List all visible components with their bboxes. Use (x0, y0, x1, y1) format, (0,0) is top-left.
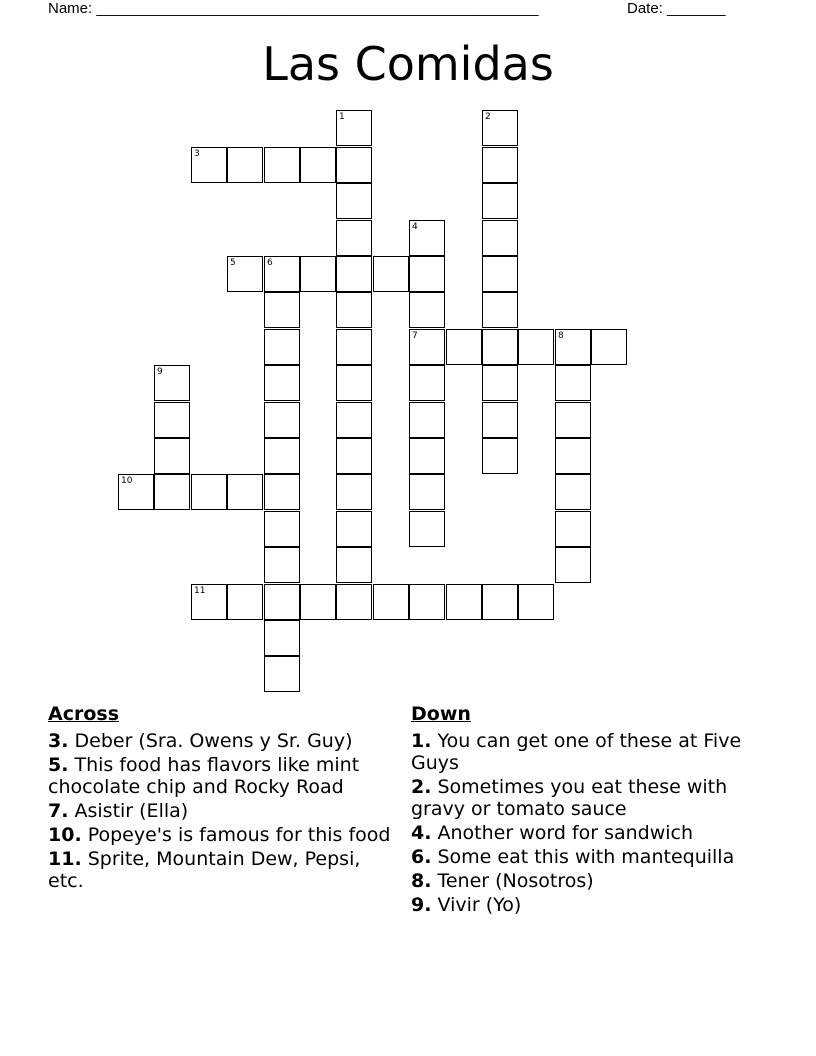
crossword-cell[interactable] (264, 438, 300, 474)
crossword-cell[interactable] (336, 292, 372, 328)
crossword-cell[interactable] (154, 365, 190, 401)
clue-item-number: 1. (411, 730, 432, 752)
crossword-cell[interactable] (300, 256, 336, 292)
crossword-cell[interactable] (191, 584, 227, 620)
crossword-cell[interactable] (264, 474, 300, 510)
crossword-cell[interactable] (227, 584, 263, 620)
clue-number: 6 (267, 258, 273, 268)
crossword-cell[interactable] (191, 147, 227, 183)
crossword-cell[interactable] (336, 329, 372, 365)
clue-item (48, 754, 393, 798)
crossword-cell[interactable] (555, 365, 591, 401)
crossword-cell[interactable] (264, 292, 300, 328)
crossword-cell[interactable] (482, 256, 518, 292)
crossword-cell[interactable] (336, 474, 372, 510)
crossword-cell[interactable] (591, 329, 627, 365)
clue-item (411, 776, 756, 820)
clue-item (411, 870, 756, 892)
crossword-cell[interactable] (336, 365, 372, 401)
crossword-cell[interactable] (227, 256, 263, 292)
crossword-cell[interactable] (227, 147, 263, 183)
crossword-cell[interactable] (264, 620, 300, 656)
clue-number: 10 (121, 476, 133, 486)
clue-item (411, 730, 756, 774)
clue-item (48, 800, 393, 822)
crossword-cell[interactable] (409, 511, 445, 547)
crossword-cell[interactable] (373, 584, 409, 620)
crossword-cell[interactable] (336, 183, 372, 219)
crossword-cell[interactable] (482, 220, 518, 256)
crossword-cell[interactable] (482, 438, 518, 474)
crossword-cell[interactable] (191, 474, 227, 510)
crossword-cell[interactable] (154, 402, 190, 438)
clue-item-number: 5. (48, 754, 69, 776)
crossword-cell[interactable] (264, 402, 300, 438)
crossword-cell[interactable] (336, 110, 372, 146)
crossword-cell[interactable] (336, 438, 372, 474)
crossword-cell[interactable] (555, 329, 591, 365)
clue-item-number: 10. (48, 824, 82, 846)
crossword-cell[interactable] (482, 584, 518, 620)
crossword-cell[interactable] (482, 110, 518, 146)
crossword-cell[interactable] (482, 329, 518, 365)
clue-number: 2 (485, 112, 491, 122)
clue-item-text: Some eat this with mantequilla (431, 846, 735, 868)
crossword-cell[interactable] (264, 329, 300, 365)
clue-item (411, 822, 756, 844)
clue-item (411, 846, 756, 868)
clue-number: 8 (558, 331, 564, 341)
crossword-cell[interactable] (154, 438, 190, 474)
crossword-cell[interactable] (518, 329, 554, 365)
across-clue-list (48, 730, 393, 892)
clue-item (48, 824, 393, 846)
crossword-cell[interactable] (373, 256, 409, 292)
crossword-cell[interactable] (409, 584, 445, 620)
crossword-cell[interactable] (446, 329, 482, 365)
date-field-label: Date: _______ (627, 0, 726, 17)
clue-item-text: Tener (Nosotros) (431, 870, 594, 892)
crossword-cell[interactable] (264, 511, 300, 547)
clue-item-text: Deber (Sra. Owens y Sr. Guy) (68, 730, 353, 752)
crossword-cell[interactable] (336, 511, 372, 547)
crossword-cell[interactable] (336, 584, 372, 620)
down-heading: Down (411, 703, 471, 725)
crossword-cell[interactable] (118, 474, 154, 510)
crossword-cell[interactable] (555, 474, 591, 510)
clue-number: 7 (412, 331, 418, 341)
clue-item-text: Popeye's is famous for this food (81, 824, 391, 846)
crossword-cell[interactable] (555, 402, 591, 438)
name-field-label: Name: _____________________________________________________ (48, 0, 539, 17)
crossword-cell[interactable] (409, 292, 445, 328)
clue-number: 5 (230, 258, 236, 268)
crossword-cell[interactable] (409, 220, 445, 256)
crossword-cell[interactable] (482, 183, 518, 219)
crossword-cell[interactable] (482, 365, 518, 401)
clue-item-text: Sometimes you eat these with gravy or tomato sauce (411, 776, 728, 820)
clue-item-text: Another word for sandwich (431, 822, 694, 844)
crossword-cell[interactable] (264, 584, 300, 620)
crossword-cell[interactable] (555, 547, 591, 583)
crossword-cell[interactable] (336, 220, 372, 256)
crossword-cell[interactable] (264, 656, 300, 692)
clue-item-text: Asistir (Ella) (68, 800, 189, 822)
clue-item-text: Sprite, Mountain Dew, Pepsi, etc. (48, 848, 361, 892)
crossword-cell[interactable] (336, 147, 372, 183)
crossword-cell[interactable] (300, 147, 336, 183)
crossword-cell[interactable] (409, 474, 445, 510)
clue-number: 11 (194, 586, 206, 596)
crossword-cell[interactable] (264, 147, 300, 183)
clue-item-number: 9. (411, 894, 432, 916)
crossword-cell[interactable] (409, 402, 445, 438)
clue-item (411, 894, 756, 916)
down-clues (411, 703, 756, 918)
clue-item-number: 2. (411, 776, 432, 798)
crossword-cell[interactable] (555, 511, 591, 547)
crossword-cell[interactable] (482, 402, 518, 438)
crossword-cell[interactable] (336, 402, 372, 438)
crossword-cell[interactable] (227, 474, 263, 510)
crossword-cell[interactable] (264, 365, 300, 401)
crossword-cell[interactable] (518, 584, 554, 620)
crossword-cell[interactable] (555, 438, 591, 474)
across-clues (48, 703, 393, 894)
clue-number: 4 (412, 222, 418, 232)
crossword-cell[interactable] (264, 256, 300, 292)
across-heading: Across (48, 703, 120, 725)
crossword-cell[interactable] (336, 547, 372, 583)
crossword-cell[interactable] (409, 329, 445, 365)
crossword-cell[interactable] (482, 147, 518, 183)
crossword-cell[interactable] (154, 474, 190, 510)
clue-item-number: 8. (411, 870, 432, 892)
crossword-cell[interactable] (409, 365, 445, 401)
crossword-cell[interactable] (482, 292, 518, 328)
clue-item (48, 730, 393, 752)
clue-item (48, 848, 393, 892)
clue-number: 3 (194, 149, 200, 159)
clue-item-number: 3. (48, 730, 69, 752)
page-title: Las Comidas (262, 37, 554, 91)
clue-item-number: 6. (411, 846, 432, 868)
crossword-cell[interactable] (336, 256, 372, 292)
clue-item-number: 7. (48, 800, 69, 822)
clue-item-number: 11. (48, 848, 82, 870)
clue-item-text: You can get one of these at Five Guys (411, 730, 742, 774)
crossword-cell[interactable] (446, 584, 482, 620)
crossword-cell[interactable] (409, 256, 445, 292)
clue-item-text: Vivir (Yo) (431, 894, 522, 916)
clue-item-text: This food has flavors like mint chocolate chip and Rocky Road (48, 754, 360, 798)
crossword-cell[interactable] (409, 438, 445, 474)
crossword-cell[interactable] (264, 547, 300, 583)
crossword-cell[interactable] (300, 584, 336, 620)
clue-number: 9 (157, 367, 163, 377)
down-clue-list (411, 730, 756, 916)
clue-number: 1 (339, 112, 345, 122)
clue-item-number: 4. (411, 822, 432, 844)
